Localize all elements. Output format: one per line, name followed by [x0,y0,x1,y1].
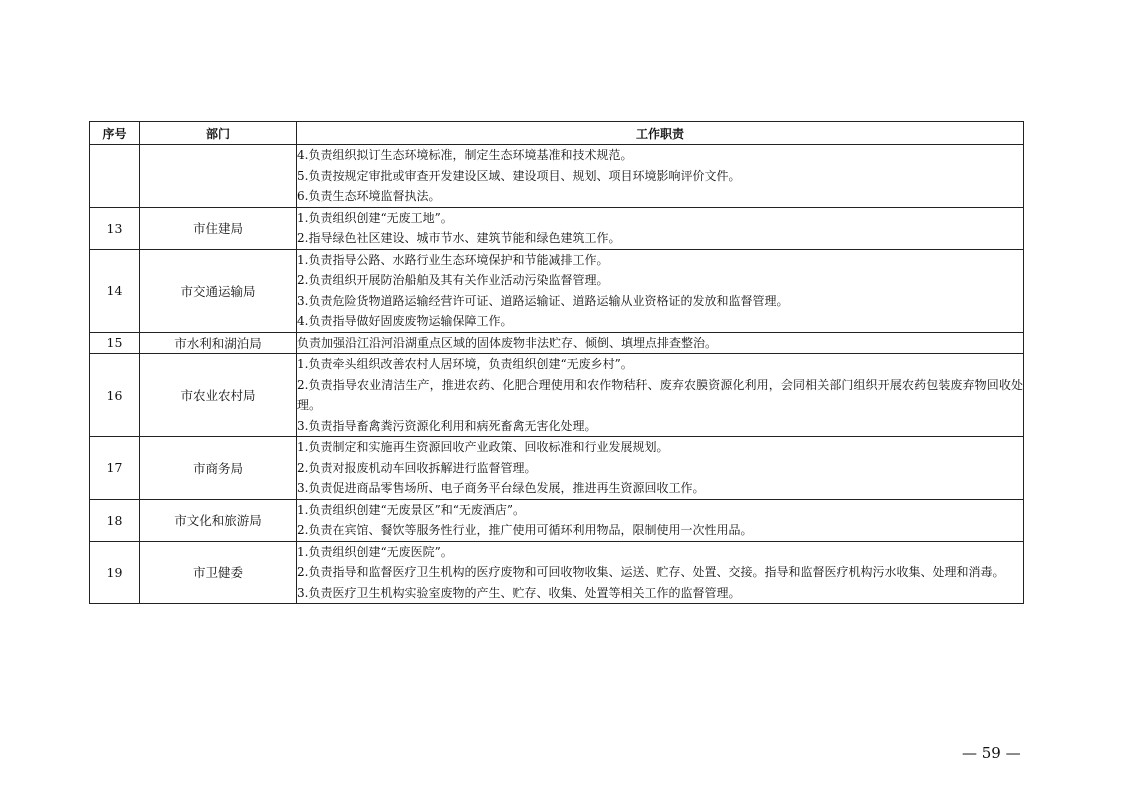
duty-item: 1.负责牵头组织改善农村人居环境，负责组织创建“无废乡村”。 [297,357,633,371]
department-name: 市住建局 [140,207,297,249]
table-row [90,437,1024,500]
duty-item: 2.指导绿色社区建设、城市节水、建筑节能和绿色建筑工作。 [297,231,621,245]
row-number: 15 [90,332,140,354]
duty-item: 6.负责生态环境监督执法。 [297,189,441,203]
duty-item: 1.负责指导公路、水路行业生态环境保护和节能减排工作。 [297,252,609,267]
header-duties: 工作职责 [297,122,1024,145]
table-row [90,249,1024,332]
duty-table [89,121,1024,604]
duty-item: 2.负责对报废机动车回收拆解进行监督管理。 [297,460,537,475]
duties-cell [297,437,1024,500]
duty-item: 3.负责指导畜禽粪污资源化利用和病死畜禽无害化处理。 [297,418,597,433]
duty-item: 5.负责按规定审批或审查开发建设区域、建设项目、规划、项目环境影响评价文件。 [297,168,741,183]
duties-cell [297,332,1024,354]
row-number [90,145,140,208]
duty-item: 2.负责指导和监督医疗卫生机构的医疗废物和可回收物收集、运送、贮存、处置、交接。指导和监督医疗机构污水收集、处理和消毒。 [297,565,1005,579]
department-name: 市卫健委 [140,541,297,604]
duty-item: 4.负责组织拟订生态环境标准，制定生态环境基准和技术规范。 [297,148,633,162]
page-number: — 59 — [962,744,1021,762]
duties-cell [297,541,1024,604]
row-number: 18 [90,499,140,541]
duty-item: 3.负责促进商品零售场所、电子商务平台绿色发展，推进再生资源回收工作。 [297,481,705,495]
duties-cell [297,354,1024,437]
row-number: 13 [90,207,140,249]
row-number: 16 [90,354,140,437]
duty-item: 负责加强沿江沿河沿湖重点区域的固体废物非法贮存、倾倒、填埋点排查整治。 [297,335,718,350]
duty-item: 2.负责组织开展防治船舶及其有关作业活动污染监督管理。 [297,273,609,287]
row-number: 17 [90,437,140,500]
department-name: 市水利和湖泊局 [140,332,297,354]
table-row [90,332,1024,354]
duties-cell [297,499,1024,541]
header-number: 序号 [90,122,140,145]
table-body [90,145,1024,604]
duty-item: 1.负责组织创建“无废景区”和“无废酒店”。 [297,502,525,517]
duty-item: 2.负责在宾馆、餐饮等服务性行业，推广使用可循环利用物品，限制使用一次性用品。 [297,523,753,537]
duty-item: 2.负责指导农业清洁生产，推进农药、化肥合理使用和农作物秸秆、废弃农膜资源化利用，会同相关部门组织开展农药包装废弃物回收处理。 [297,377,1023,412]
department-name: 市交通运输局 [140,249,297,332]
duty-item: 3.负责危险货物道路运输经营许可证、道路运输证、道路运输从业资格证的发放和监督管理。 [297,293,789,308]
row-number: 14 [90,249,140,332]
duty-item: 3.负责医疗卫生机构实验室废物的产生、贮存、收集、处置等相关工作的监督管理。 [297,585,741,600]
department-name: 市农业农村局 [140,354,297,437]
table-row [90,499,1024,541]
duties-cell [297,145,1024,208]
table-row [90,354,1024,437]
table-row [90,145,1024,208]
department-name: 市商务局 [140,437,297,500]
department-name: 市文化和旅游局 [140,499,297,541]
department-name [140,145,297,208]
row-number: 19 [90,541,140,604]
duties-cell [297,249,1024,332]
table-header-row [90,122,1024,145]
duty-item: 1.负责制定和实施再生资源回收产业政策、回收标准和行业发展规划。 [297,440,669,454]
table-row [90,541,1024,604]
duty-item: 1.负责组织创建“无废医院”。 [297,544,453,559]
table-row [90,207,1024,249]
duty-item: 1.负责组织创建“无废工地”。 [297,210,453,225]
duty-item: 4.负责指导做好固废废物运输保障工作。 [297,314,513,328]
header-department: 部门 [140,122,297,145]
duties-cell [297,207,1024,249]
